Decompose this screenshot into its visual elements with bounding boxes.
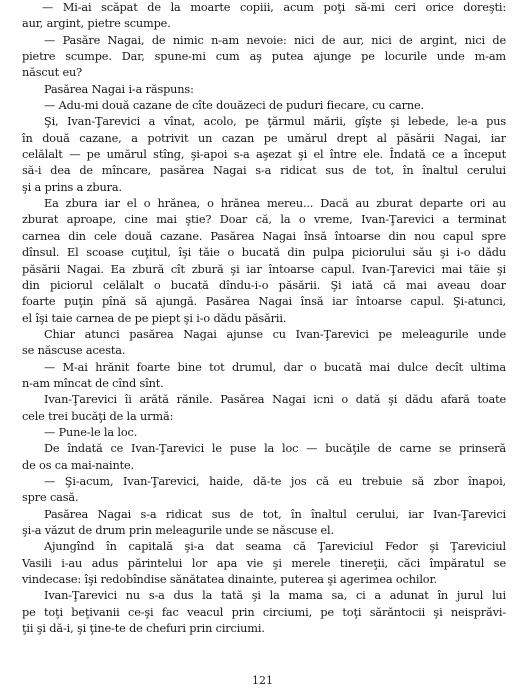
page-number: 121 <box>252 674 273 687</box>
text-line: Şi, Ivan-Ţarevici a vînat, acolo, pe ţărmul mării, gîşte şi lebede, le-a pus <box>44 115 506 129</box>
text-line: Vasili i-au adus părintelui lor apa vie şi merele tinereţii, căci împăratul se <box>22 556 506 570</box>
text-line: Pasărea Nagai i-a răspuns: <box>44 82 194 96</box>
text-line: foarte puţin pînă să ajungă. Pasărea Nagai însă iar întoarse capul. Şi-atunci, <box>22 295 506 309</box>
text-line: — Adu-mi două cazane de cîte douăzeci de puduri fiecare, cu carne. <box>44 99 424 113</box>
text-line: născut eu? <box>22 66 83 80</box>
text-line: celălalt — pe umărul stîng, şi-apoi s-a aşezat şi el între ele. Îndată ce a început <box>22 148 506 162</box>
text-line: spre casă. <box>22 491 79 505</box>
text-line: — Şi-acum, Ivan-Ţarevici, haide, dă-te jos că eu trebuie să zbor înapoi, <box>44 474 506 488</box>
text-line: Ajungînd în capitală şi-a dat seama că Ţareviciul Fedor şi Ţareviciul <box>44 540 506 554</box>
text-line: De îndată ce Ivan-Ţarevici le puse la loc — bucăţile de carne se prinseră <box>44 442 506 456</box>
text-line: şi-a văzut de drum prin meleagurile unde se născuse el. <box>22 524 334 537</box>
text-line: ţii şi dă-i, şi ţine-te de chefuri prin circiumi. <box>22 622 265 636</box>
body-text <box>22 0 506 637</box>
text-line: dînsul. El scoase cuţitul, îşi tăie o bucată din pulpa piciorului său şi i-o dădu <box>22 246 506 260</box>
text-line: aur, argint, pietre scumpe. <box>22 17 171 31</box>
text-line: Chiar atunci pasărea Nagai ajunse cu Ivan-Ţarevici pe meleagurile unde <box>44 327 506 341</box>
text-line: în două cazane, a potrivit un cazan pe umărul drept al păsării Nagai, iar <box>22 131 506 145</box>
text-line: pietre scumpe. Dar, spune-mi cum aş putea ajunge pe locurile unde m-am <box>22 50 506 64</box>
text-line: pe toţi beţivanii ce-şi fac veacul prin circiumi, pe toţi sărăntocii şi neisprăvi- <box>22 605 506 619</box>
text-line: păsării Nagai. Ea zbură cît zbură şi iar întoarse capul. Ivan-Ţarevici mai tăie şi <box>22 262 506 276</box>
text-line: Pasărea Nagai s-a ridicat sus de tot, în înaltul cerului, iar Ivan-Ţarevici <box>44 507 506 521</box>
text-line: Ea zbura iar el o hrănea, o hrănea mereu... Dacă au zburat departe ori au <box>44 197 506 211</box>
text-line: se născuse acesta. <box>22 344 126 358</box>
text-line: să-i dea de mîncare, pasărea Nagai s-a ridicat sus de tot, în înaltul cerului <box>22 164 506 178</box>
text-line: cele trei bucăţi de la urmă: <box>22 409 174 423</box>
text-line: vindecase: îşi redobîndise sănătatea dinainte, puterea şi agerimea ochilor. <box>22 573 437 587</box>
text-line: Ivan-Ţarevici îi arătă rănile. Pasărea Nagai icni o dată şi dădu afară toate <box>44 393 506 407</box>
text-line: — Pasăre Nagai, de nimic n-am nevoie: nici de aur, nici de argint, nici de <box>44 33 506 47</box>
text-line: de os ca mai-nainte. <box>22 458 134 472</box>
text-line: carnea din cele două cazane. Pasărea Nagai însă întoarse din nou capul spre <box>22 229 506 243</box>
text-line: din piciorul celălalt o bucată dîndu-i-o păsării. Şi iată că mai aveau doar <box>22 278 506 292</box>
text-line: — M-ai hrănit foarte bine tot drumul, dar o bucată mai dulce decît ultima <box>44 360 506 374</box>
text-line: Ivan-Ţarevici nu s-a dus la tată şi la mama sa, ci a adunat în jurul lui <box>44 589 506 603</box>
text-line: el îşi taie carnea de pe piept şi i-o dădu păsării. <box>22 311 287 325</box>
text-line: zburat aproape, cine mai ştie? Doar că, la o vreme, Ivan-Ţarevici a terminat <box>22 213 506 227</box>
text-line: n-am mîncat de cînd sînt. <box>22 376 164 390</box>
text-line: — Mi-ai scăpat de la moarte copiii, acum poţi să-mi ceri orice doreşti: <box>42 1 506 14</box>
text-line: şi a prins a zbura. <box>22 180 122 194</box>
text-line: — Pune-le la loc. <box>44 425 138 439</box>
